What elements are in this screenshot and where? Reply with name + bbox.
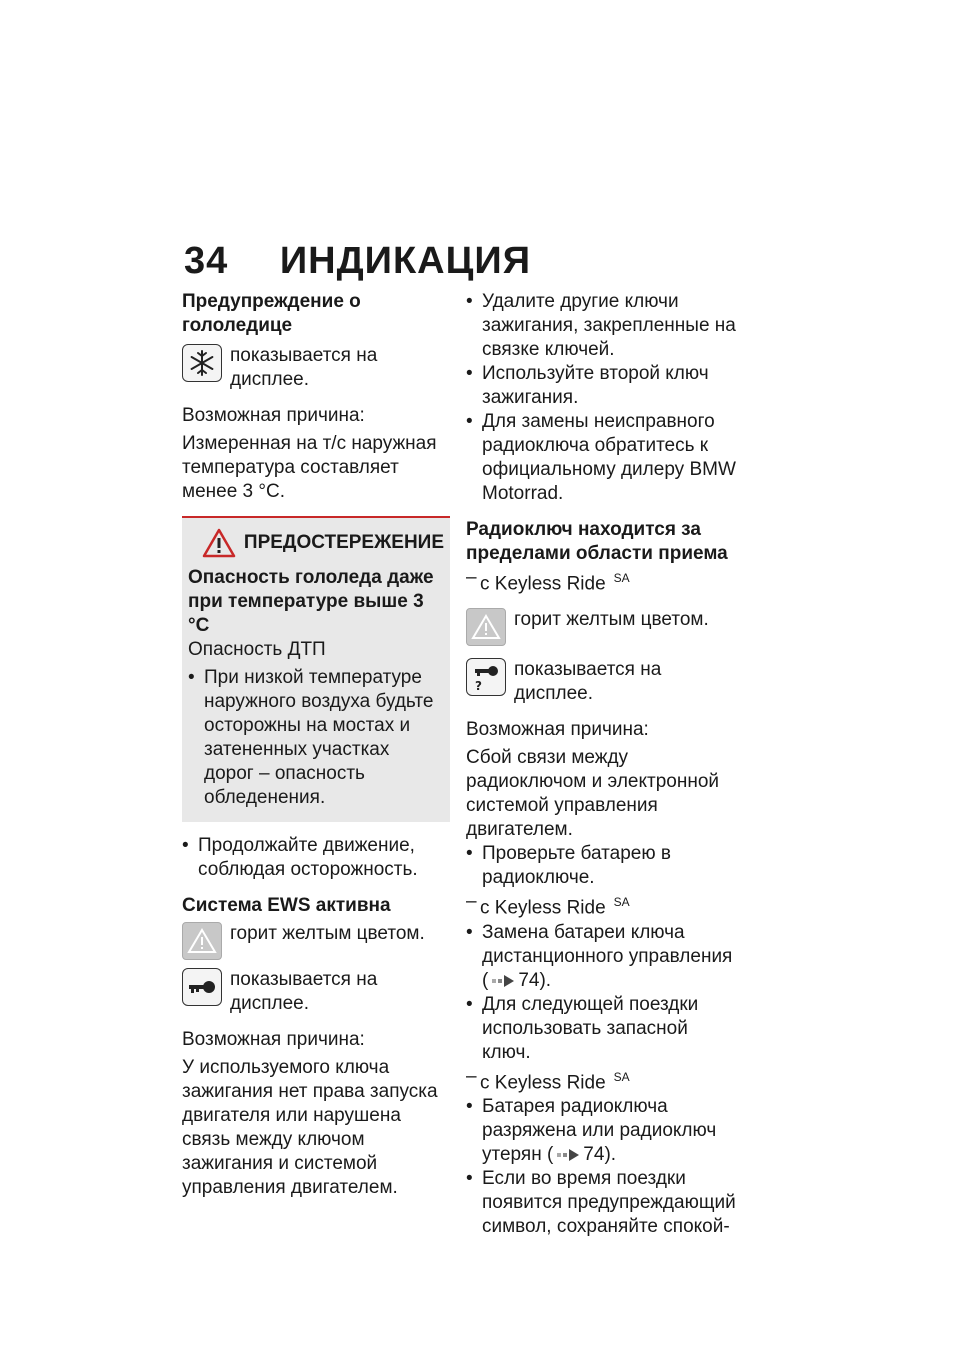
- page-title: ИНДИКАЦИЯ: [279, 240, 532, 282]
- keyless-option-2: – с Keyless Ride $^{SA}$: [466, 891, 630, 919]
- page-ref-arrow-icon: [492, 975, 514, 987]
- warning-box: [182, 516, 450, 822]
- list-item: • Если во время поездки появится предупреждающий символ, сохраняйте спокой-: [466, 1167, 736, 1237]
- list-item: • Для следующей поездки использовать запасной ключ.: [466, 993, 699, 1063]
- list-item: • Удалите другие ключи зажигания, закрепленные на связке ключей.: [466, 291, 736, 360]
- left-column: [182, 290, 450, 1200]
- svg-text:?: ?: [475, 679, 482, 692]
- range-heading: Радиоключ находится за пределами области приема: [466, 519, 728, 564]
- warning-subtitle: Опасность ДТП: [188, 639, 326, 660]
- list-item: • Используйте второй ключ зажигания.: [466, 363, 709, 408]
- key-icon: [182, 968, 222, 1006]
- ice-display-text: показывается на дисплее.: [230, 345, 378, 390]
- warning-heading: Опасность гололеда даже при температуре выше 3 °C: [188, 567, 434, 636]
- ice-cause-label: Возможная причина:: [182, 405, 365, 426]
- warning-title-text: ПРЕДОСТЕРЕЖЕНИЕ: [243, 532, 444, 553]
- warning-lamp-icon: [466, 608, 506, 646]
- range-yellow-text: горит желтым цветом.: [514, 609, 709, 631]
- ews-display-text: показывается на дисплее.: [230, 969, 378, 1014]
- ews-heading: Система EWS активна: [182, 895, 391, 916]
- list-item: • Проверьте батарею в радиоключе.: [466, 843, 671, 889]
- ews-cause-label: Возможная причина:: [182, 1029, 365, 1050]
- warning-title: [188, 528, 444, 558]
- ice-cause-text: Измеренная на т/с наружная температура составляет менее 3 °C.: [182, 433, 437, 502]
- range-cause-label: Возможная причина:: [466, 719, 649, 741]
- page-header: [184, 240, 531, 283]
- range-yellow-row: [466, 608, 738, 646]
- ews-display-row: [182, 968, 450, 1016]
- keyless-option-3: – с Keyless Ride $^{SA}$: [466, 1065, 630, 1093]
- key-question-icon: [466, 658, 506, 696]
- continue-bullet: • Продолжайте движение, соблюдая осторожность.: [182, 835, 418, 880]
- ice-warning-heading: Предупреждение о гололедице: [182, 291, 361, 336]
- right-column: [466, 290, 738, 1239]
- page-reference[interactable]: 74: [518, 969, 540, 991]
- range-display-row: [466, 658, 738, 706]
- ews-yellow-row: [182, 922, 450, 960]
- range-cause-text: Сбой связи между радиоключом и электронной системой управления двигателем.: [466, 747, 720, 841]
- warning-lamp-icon: [182, 922, 222, 960]
- page-number: 34: [184, 240, 229, 282]
- ews-cause-text: У используемого ключа зажигания нет права запуска двигателя или нарушена связь между ключом зажигания и системой управления двигателем.: [182, 1057, 438, 1198]
- ews-yellow-text: горит желтым цветом.: [230, 923, 425, 944]
- list-item: • Для замены неисправного радиоключа обратитесь к официальному дилеру BMW Motorrad.: [466, 411, 736, 504]
- keyless-option-1: – с Keyless Ride $^{SA}$: [466, 567, 630, 595]
- list-item: • Батарея радиоключа разряжена или радиоключ утерян ( 74).: [466, 1095, 717, 1165]
- warning-triangle-icon: [202, 528, 236, 558]
- warning-bullet: • При низкой температуре наружного воздуха будьте осторожны на мостах и затененных участках дорог – опасность обледенения.: [188, 667, 434, 808]
- range-display-text: показывается на дисплее.: [514, 659, 662, 705]
- ice-display-row: [182, 344, 450, 392]
- list-item: • Замена батареи ключа дистанционного управления ( 74).: [466, 921, 733, 991]
- page-ref-arrow-icon: [557, 1149, 579, 1161]
- page-reference[interactable]: 74: [583, 1143, 605, 1165]
- snowflake-icon: [182, 344, 222, 382]
